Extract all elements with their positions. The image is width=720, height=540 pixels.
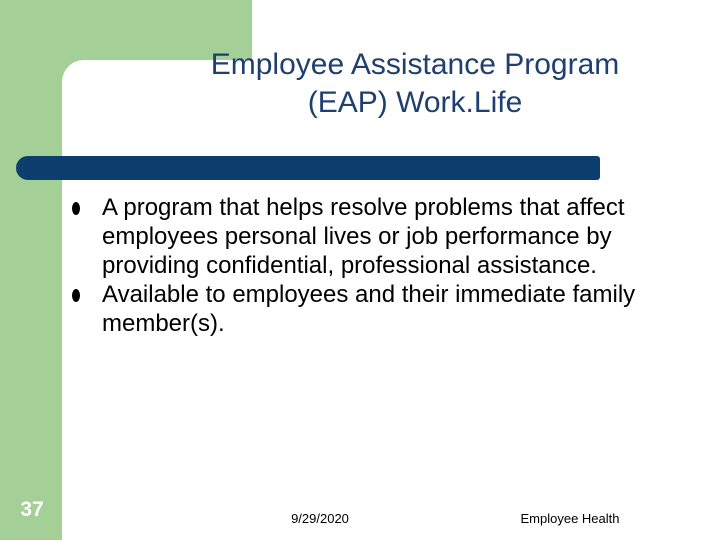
slide-title [120, 46, 710, 122]
footer-date: 9/29/2020 [291, 511, 349, 526]
bullet-item [72, 280, 672, 338]
bullet-dot-icon [72, 289, 80, 302]
bullet-text: Available to employees and their immediate family member(s). [102, 281, 636, 337]
slide-title-line-1: Employee Assistance Program [210, 48, 620, 81]
bullet-list [72, 193, 672, 338]
footer-department: Employee Health [520, 511, 620, 526]
title-divider-bar [16, 156, 600, 180]
bullet-dot-icon [72, 202, 80, 215]
slide-title-line-2: (EAP) Work.Life [307, 86, 523, 119]
bullet-text: A program that helps resolve problems that affect employees personal lives or job performance by providing confidential, professional assistance. [102, 194, 625, 279]
bullet-item [72, 193, 672, 280]
slide-number: 37 [20, 498, 44, 521]
